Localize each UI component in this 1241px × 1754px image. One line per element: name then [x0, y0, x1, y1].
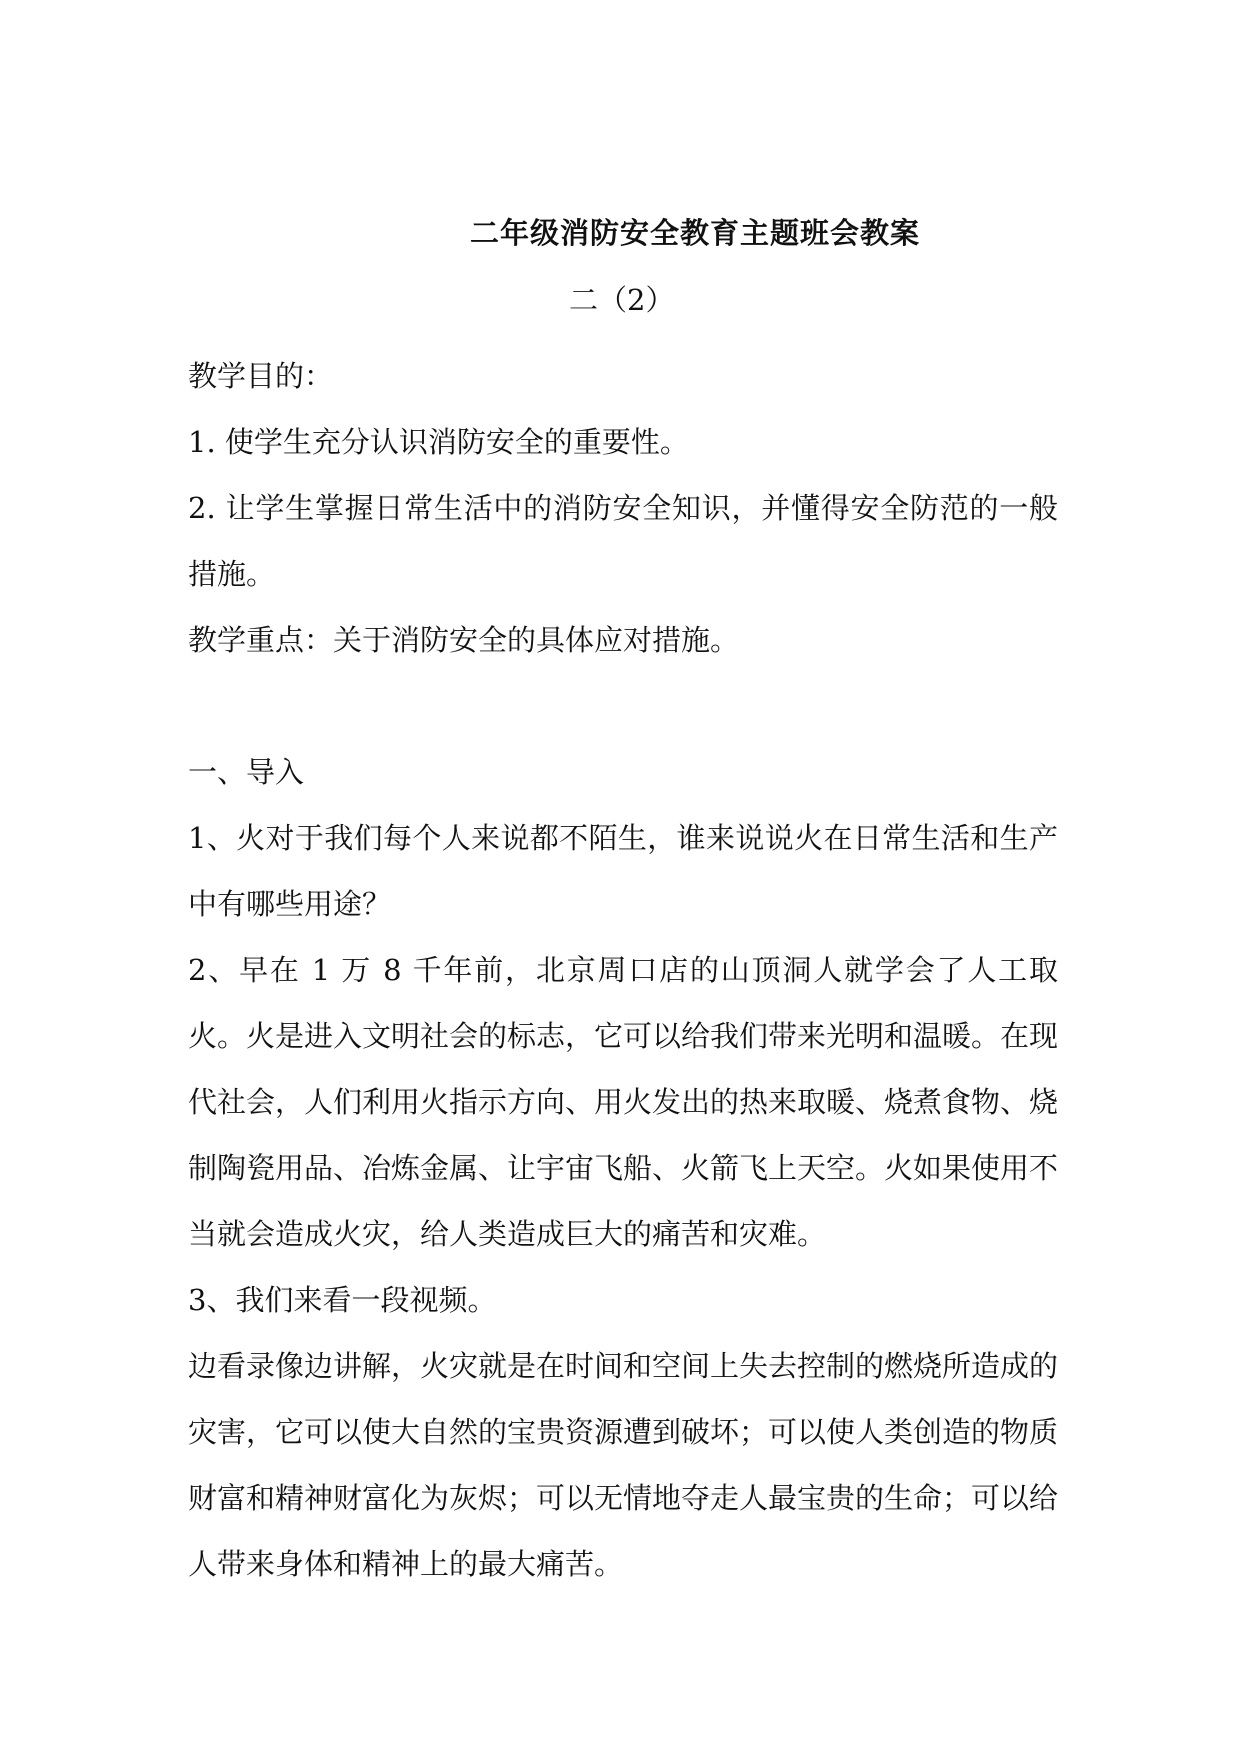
- explanation-paragraph: 边看录像边讲解，火灾就是在时间和空间上失去控制的燃烧所造成的灾害，它可以使大自然的宝贵资源遭到破坏；可以使人类创造的物质财富和精神财富化为灰烬；可以无情地夺走人最宝贵的生命；可以给人带来身体和精神上的最大痛苦。: [188, 1349, 1059, 1581]
- document-body: [188, 343, 1058, 1597]
- key-point: 教学重点：关于消防安全的具体应对措施。: [188, 623, 740, 657]
- paragraph-gap: [188, 673, 1058, 739]
- section-heading: 一、导入: [188, 755, 305, 789]
- objective-item: 2. 让学生掌握日常生活中的消防安全知识，并懂得安全防范的一般措施。: [188, 491, 1058, 591]
- document-title: 二年级消防安全教育主题班会教案: [470, 216, 921, 250]
- intro-item: 3、我们来看一段视频。: [188, 1283, 497, 1317]
- intro-item: 2、早在 1 万 8 千年前，北京周口店的山顶洞人就学会了人工取火。火是进入文明社会的标志，它可以给我们带来光明和温暖。在现代社会，人们利用火指示方向、用火发出的热来取暖、烧煮食物、烧制陶瓷用品、冶炼金属、让宇宙飞船、火箭飞上天空。火如果使用不当就会造成火灾，给人类造成巨大的痛苦和灾难。: [188, 953, 1059, 1251]
- intro-item: 1、火对于我们每个人来说都不陌生，谁来说说火在日常生活和生产中有哪些用途？: [188, 821, 1058, 921]
- objective-item: 1. 使学生充分认识消防安全的重要性。: [188, 425, 689, 459]
- class-label: 二（2）: [569, 283, 675, 317]
- objectives-heading: 教学目的：: [188, 359, 334, 393]
